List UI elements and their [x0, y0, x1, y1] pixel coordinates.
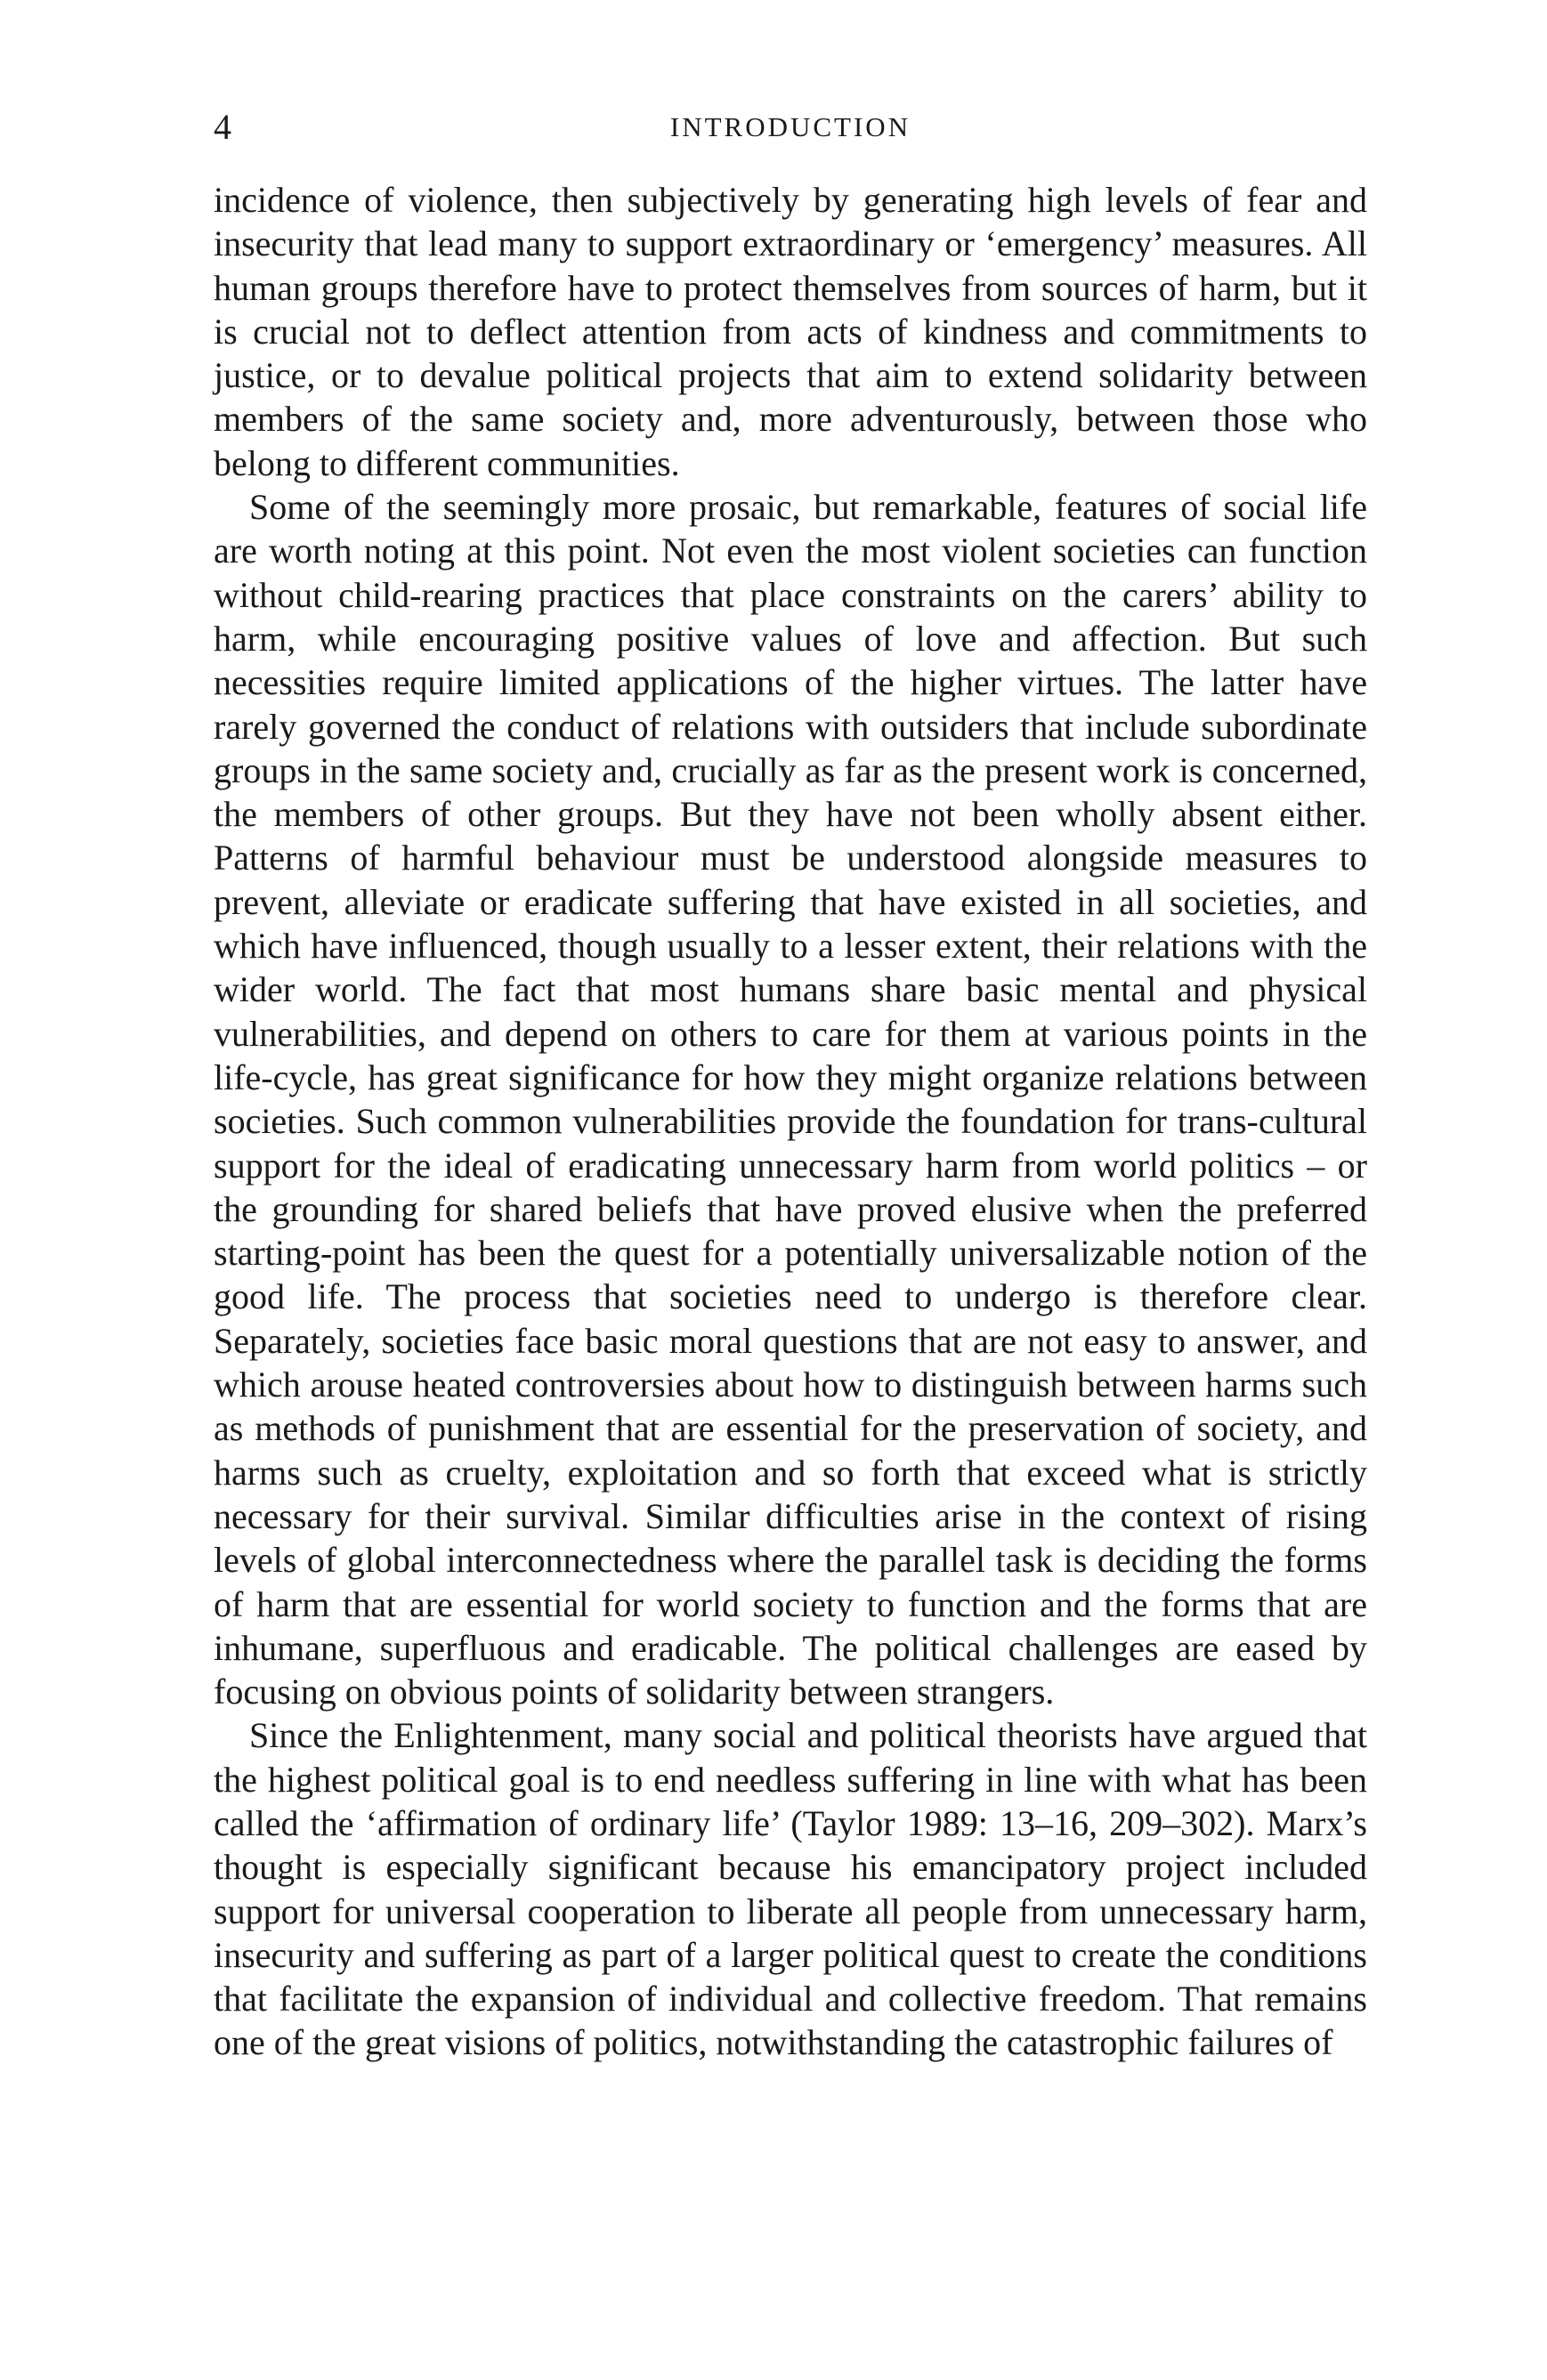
running-title: INTRODUCTION — [669, 111, 911, 142]
page-number: 4 — [214, 107, 231, 147]
running-head — [214, 105, 1367, 150]
paragraph-2: Some of the seemingly more prosaic, but remarkable, features of social life are worth noting at this point. Not even the most violent societies can function without child-rearing practices that place constraints on the carers’ ability to harm, while encouraging positive values of love and affection. But such necessities require limited applications of the higher virtues. The latter have rarely governed the conduct of relations with outsiders that include subordinate groups in the same society and, crucially as far as the present work is concerned, the members of other groups. But they have not been wholly absent either. Patterns of harmful behaviour must be understood alongside measures to prevent, alleviate or eradicate suffering that have existed in all societies, and which have influenced, though usually to a lesser extent, their relations with the wider world. The fact that most humans share basic mental and physical vulnerabilities, and depend on others to care for them at various points in the life-cycle, has great significance for how they might organize relations between societies. Such common vulnerabilities provide the foundation for trans-cultural support for the ideal of eradicating unnecessary harm from world politics – or the grounding for shared beliefs that have proved elusive when the preferred starting-point has been the quest for a potentially universalizable notion of the good life. The process that societies need to undergo is therefore clear. Separately, societies face basic moral questions that are not easy to answer, and which arouse heated controversies about how to distinguish between harms such as methods of punishment that are essential for the preservation of society, and harms such as cruelty, exploitation and so forth that exceed what is strictly necessary for their survival. Similar difficulties arise in the context of rising levels of global interconnectedness where the parallel task is deciding the forms of harm that are essential for world society to function and the forms that are inhumane, superfluous and eradicable. The political challenges are eased by focusing on obvious points of solidarity between strangers. — [214, 487, 1367, 1712]
paragraph-3: Since the Enlightenment, many social and political theorists have argued that the highest political goal is to end needless suffering in line with what has been called the ‘affirmation of ordinary life’ (Taylor 1989: 13–16, 209–302). Marx’s thought is especially significant because his emancipatory project included support for universal cooperation to liberate all people from unnecessary harm, insecurity and suffering as part of a larger political quest to create the conditions that facilitate the expansion of individual and collective freedom. That remains one of the great visions of politics, notwithstanding the catastrophic failures of — [214, 1715, 1367, 2063]
paragraph-1: incidence of violence, then subjectively by generating high levels of fear and insecurity that lead many to support extraordinary or ‘emergency’ measures. All human groups therefore have to protect themselves from sources of harm, but it is crucial not to deflect attention from acts of kindness and commitments to justice, or to devalue political projects that aim to extend solidarity between members of the same society and, more adventurously, between those who belong to different communities. — [214, 180, 1367, 483]
body-text — [214, 178, 1367, 2065]
